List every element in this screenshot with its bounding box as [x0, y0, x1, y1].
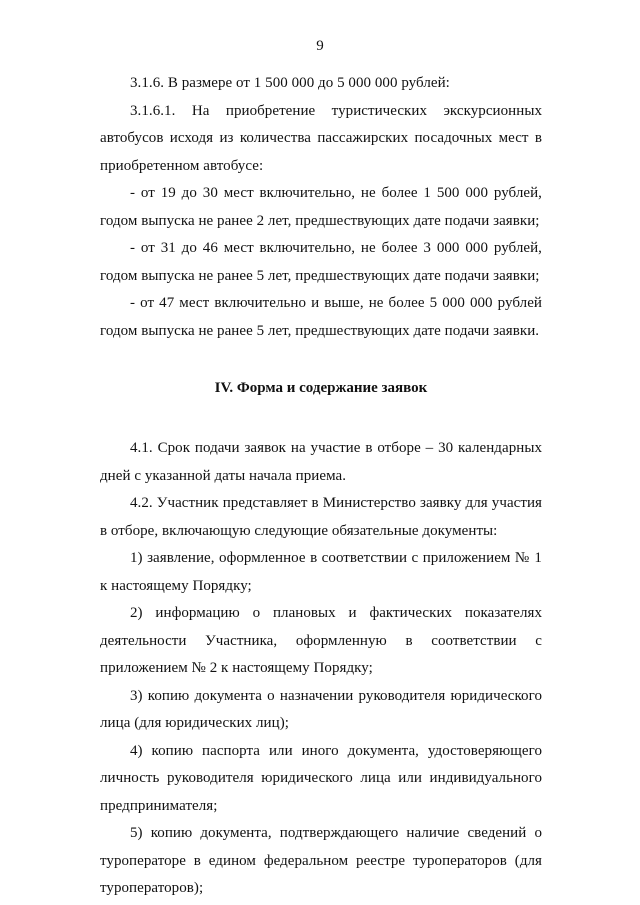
- document-item-5: 5) копию документа, подтверждающего наличие сведений о туроператоре в едином федеральном реестре туроператоров (для туроператоров);: [100, 825, 542, 896]
- page-number: 9: [316, 38, 324, 54]
- paragraph-3-1-6-1: 3.1.6.1. На приобретение туристических экскурсионных автобусов исходя из количества пассажирских посадочных мест в приобретенном автобусе:: [100, 102, 542, 174]
- document-item-4: 4) копию паспорта или иного документа, удостоверяющего личность руководителя юридического лица или индивидуального предпринимателя;: [100, 742, 542, 814]
- paragraph-4-2: 4.2. Участник представляет в Министерство заявку для участия в отборе, включающую следующие обязательные документы:: [100, 495, 542, 539]
- section-heading: IV. Форма и содержание заявок: [214, 380, 428, 396]
- list-item-19-30-seats: - от 19 до 30 мест включительно, не более 1 500 000 рублей, годом выпуска не ранее 2 лет, предшествующих дате подачи заявки;: [100, 185, 542, 229]
- paragraph-4-1: 4.1. Срок подачи заявок на участие в отборе – 30 календарных дней с указанной даты начала приема.: [100, 440, 542, 484]
- list-item-47-plus-seats: - от 47 мест включительно и выше, не более 5 000 000 рублей годом выпуска не ранее 5 лет, предшествующих дате подачи заявки.: [100, 295, 542, 339]
- paragraph-3-1-6: 3.1.6. В размере от 1 500 000 до 5 000 000 рублей:: [130, 75, 450, 91]
- document-body: [100, 70, 542, 903]
- document-item-3: 3) копию документа о назначении руководителя юридического лица (для юридических лиц);: [100, 687, 542, 731]
- document-item-2: 2) информацию о плановых и фактических показателях деятельности Участника, оформленную в соответствии с приложением № 2 к настоящему Порядку;: [100, 605, 542, 676]
- document-item-1: 1) заявление, оформленное в соответствии с приложением № 1 к настоящему Порядку;: [100, 550, 542, 594]
- list-item-31-46-seats: - от 31 до 46 мест включительно, не более 3 000 000 рублей, годом выпуска не ранее 5 лет, предшествующих дате подачи заявки;: [100, 240, 542, 284]
